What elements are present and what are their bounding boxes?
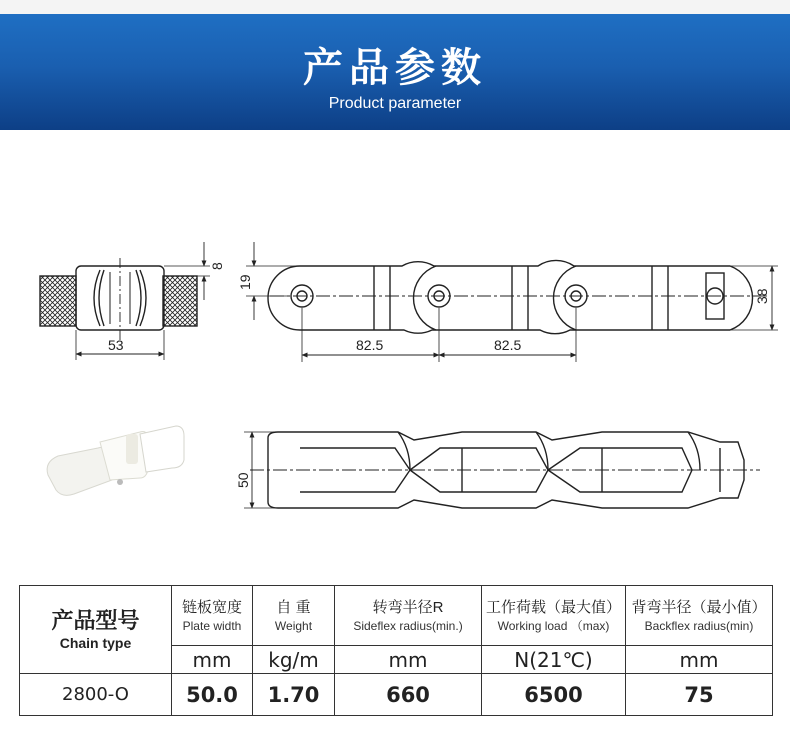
header-banner xyxy=(0,14,790,130)
spec-table xyxy=(19,585,773,716)
dim-82-5-right-label: 82.5 xyxy=(494,337,522,353)
col-header-sideflex: 转弯半径R Sideflex radius(min.) xyxy=(335,586,482,646)
model-value: 2800-O xyxy=(20,674,172,716)
value-backflex: 75 xyxy=(626,674,773,716)
header-subtitle: Product parameter xyxy=(328,95,462,112)
header-title: 产品参数 xyxy=(303,45,487,91)
unit-backflex: mm xyxy=(626,646,773,674)
table-header-row xyxy=(20,586,773,646)
chain-technical-drawing xyxy=(0,130,790,580)
value-working-load: 6500 xyxy=(482,674,626,716)
chain-product-photo xyxy=(47,426,184,495)
dim-8-label: 8 xyxy=(209,262,225,270)
dim-53-label: 53 xyxy=(108,337,124,353)
dim-38-label: 38 xyxy=(754,288,770,304)
cross-section-view xyxy=(40,242,210,360)
unit-plate-width: mm xyxy=(172,646,253,674)
unit-sideflex: mm xyxy=(335,646,482,674)
value-sideflex: 660 xyxy=(335,674,482,716)
col-header-backflex: 背弯半径（最小值） Backflex radius(min) xyxy=(626,586,773,646)
col-header-weight: 自 重 Weight xyxy=(253,586,335,646)
col-header-plate-width: 链板宽度 Plate width xyxy=(172,586,253,646)
dim-50-label: 50 xyxy=(235,472,251,488)
dim-82-5-left-label: 82.5 xyxy=(356,337,384,353)
chain-type-title-en: Chain type xyxy=(59,634,132,651)
dim-19-label: 19 xyxy=(237,274,253,290)
side-view-chain xyxy=(244,432,760,508)
value-plate-width: 50.0 xyxy=(172,674,253,716)
unit-weight: kg/m xyxy=(253,646,335,674)
top-strip xyxy=(0,0,790,14)
chain-type-header xyxy=(20,586,172,674)
chain-type-title-cn: 产品型号 xyxy=(51,607,140,633)
value-weight: 1.70 xyxy=(253,674,335,716)
table-row xyxy=(20,674,773,716)
unit-working-load: N(21℃) xyxy=(482,646,626,674)
col-header-working-load: 工作荷载（最大值） Working load （max) xyxy=(482,586,626,646)
